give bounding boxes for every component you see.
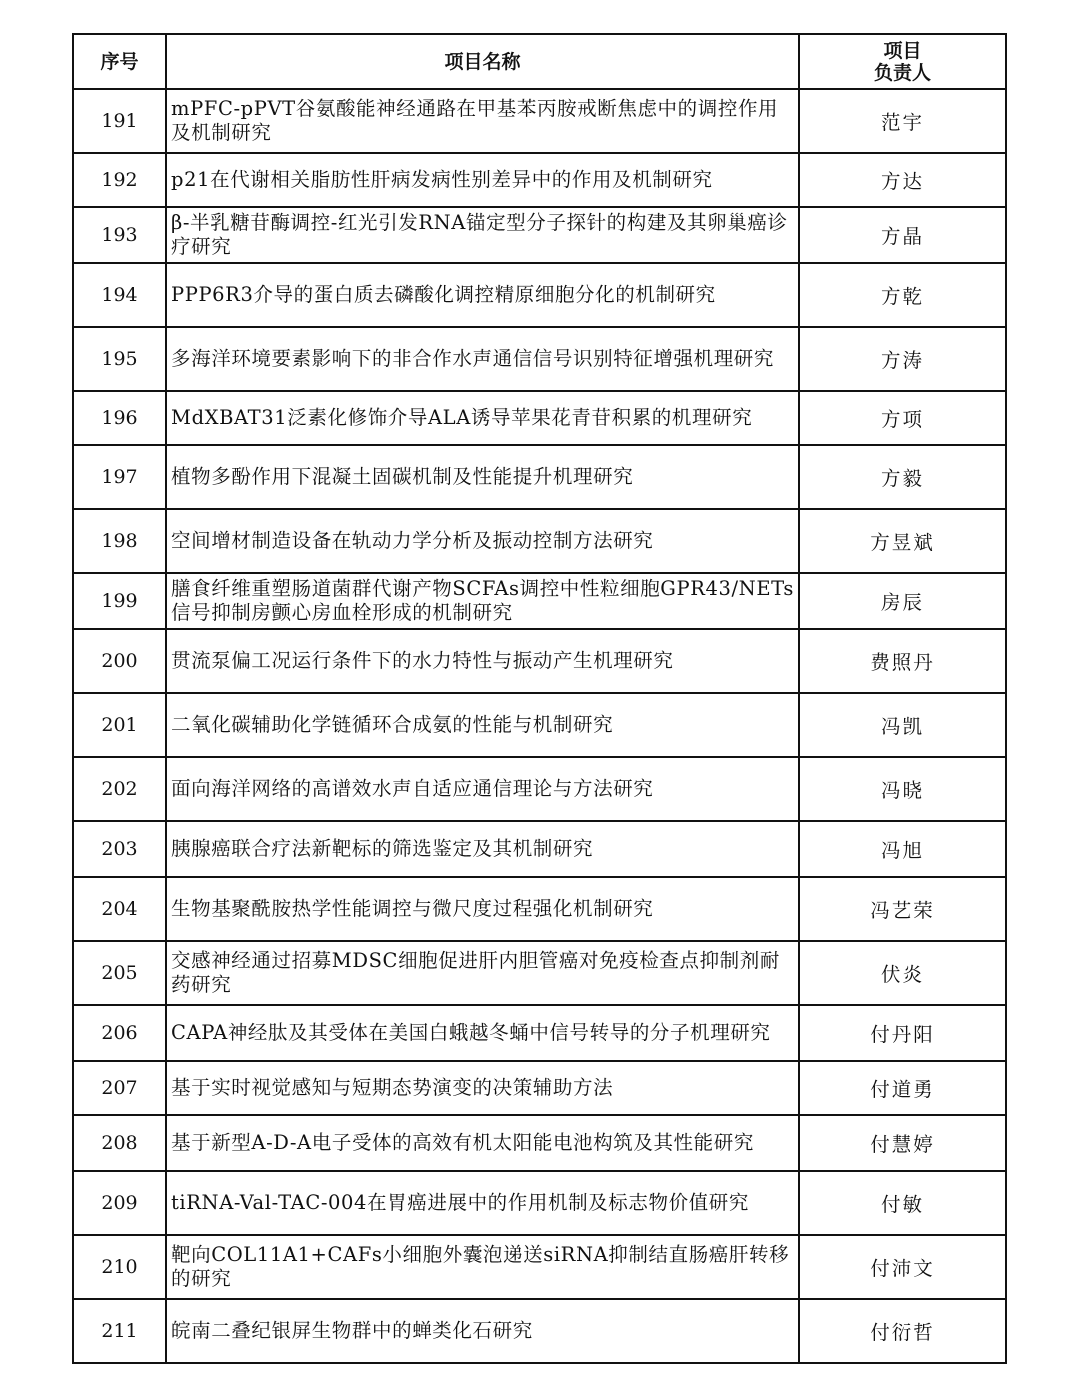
row-project-name: p21在代谢相关脂肪性肝病发病性别差异中的作用及机制研究 bbox=[166, 153, 799, 207]
row-project-lead: 费照丹 bbox=[799, 629, 1006, 693]
row-project-lead: 方毅 bbox=[799, 445, 1006, 509]
row-project-lead: 方项 bbox=[799, 391, 1006, 445]
row-serial-number: 197 bbox=[73, 445, 166, 509]
table-row bbox=[73, 509, 1006, 573]
row-project-lead: 范宇 bbox=[799, 89, 1006, 153]
row-serial-number: 199 bbox=[73, 573, 166, 629]
row-project-lead: 伏炎 bbox=[799, 941, 1006, 1005]
row-project-name: 胰腺癌联合疗法新靶标的筛选鉴定及其机制研究 bbox=[166, 821, 799, 877]
table-row bbox=[73, 573, 1006, 629]
row-project-name: 植物多酚作用下混凝土固碳机制及性能提升机理研究 bbox=[166, 445, 799, 509]
row-serial-number: 195 bbox=[73, 327, 166, 391]
row-project-name: 面向海洋网络的高谱效水声自适应通信理论与方法研究 bbox=[166, 757, 799, 821]
row-serial-number: 203 bbox=[73, 821, 166, 877]
table-row bbox=[73, 693, 1006, 757]
row-project-lead: 付衍哲 bbox=[799, 1299, 1006, 1363]
row-serial-number: 205 bbox=[73, 941, 166, 1005]
row-project-lead: 付敏 bbox=[799, 1171, 1006, 1235]
header-row bbox=[73, 34, 1006, 89]
row-serial-number: 207 bbox=[73, 1061, 166, 1115]
row-project-lead: 方达 bbox=[799, 153, 1006, 207]
row-serial-number: 191 bbox=[73, 89, 166, 153]
row-project-name: β-半乳糖苷酶调控-红光引发RNA锚定型分子探针的构建及其卵巢癌诊疗研究 bbox=[166, 207, 799, 263]
row-project-lead: 房辰 bbox=[799, 573, 1006, 629]
row-project-lead: 方涛 bbox=[799, 327, 1006, 391]
row-project-lead: 付丹阳 bbox=[799, 1005, 1006, 1061]
row-serial-number: 202 bbox=[73, 757, 166, 821]
row-serial-number: 206 bbox=[73, 1005, 166, 1061]
table-row bbox=[73, 89, 1006, 153]
row-project-name: 皖南二叠纪银屏生物群中的蝉类化石研究 bbox=[166, 1299, 799, 1363]
table-row bbox=[73, 1299, 1006, 1363]
row-serial-number: 201 bbox=[73, 693, 166, 757]
table-row bbox=[73, 263, 1006, 327]
header-serial-number: 序号 bbox=[73, 34, 166, 89]
table-row bbox=[73, 941, 1006, 1005]
row-project-lead: 付沛文 bbox=[799, 1235, 1006, 1299]
header-project-lead-line2: 负责人 bbox=[873, 61, 931, 84]
row-serial-number: 194 bbox=[73, 263, 166, 327]
row-serial-number: 209 bbox=[73, 1171, 166, 1235]
row-project-name: 空间增材制造设备在轨动力学分析及振动控制方法研究 bbox=[166, 509, 799, 573]
table-row bbox=[73, 1115, 1006, 1171]
row-project-name: 基于实时视觉感知与短期态势演变的决策辅助方法 bbox=[166, 1061, 799, 1115]
row-project-lead: 方乾 bbox=[799, 263, 1006, 327]
table-row bbox=[73, 821, 1006, 877]
row-project-lead: 冯艺荣 bbox=[799, 877, 1006, 941]
row-project-name: CAPA神经肽及其受体在美国白蛾越冬蛹中信号转导的分子机理研究 bbox=[166, 1005, 799, 1061]
row-project-name: 靶向COL11A1+CAFs小细胞外囊泡递送siRNA抑制结直肠癌肝转移的研究 bbox=[166, 1235, 799, 1299]
header-project-name: 项目名称 bbox=[166, 34, 799, 89]
row-project-name: MdXBAT31泛素化修饰介导ALA诱导苹果花青苷积累的机理研究 bbox=[166, 391, 799, 445]
table-row bbox=[73, 877, 1006, 941]
row-serial-number: 204 bbox=[73, 877, 166, 941]
table-row bbox=[73, 391, 1006, 445]
table-row bbox=[73, 1235, 1006, 1299]
row-serial-number: 208 bbox=[73, 1115, 166, 1171]
row-serial-number: 210 bbox=[73, 1235, 166, 1299]
row-project-lead: 方昱斌 bbox=[799, 509, 1006, 573]
row-serial-number: 198 bbox=[73, 509, 166, 573]
row-project-name: 贯流泵偏工况运行条件下的水力特性与振动产生机理研究 bbox=[166, 629, 799, 693]
table-row bbox=[73, 629, 1006, 693]
row-project-lead: 方晶 bbox=[799, 207, 1006, 263]
row-serial-number: 196 bbox=[73, 391, 166, 445]
header-project-lead bbox=[799, 34, 1006, 89]
table-row bbox=[73, 445, 1006, 509]
table-row bbox=[73, 1061, 1006, 1115]
row-project-name: 二氧化碳辅助化学链循环合成氨的性能与机制研究 bbox=[166, 693, 799, 757]
table-row bbox=[73, 1171, 1006, 1235]
row-project-name: mPFC-pPVT谷氨酸能神经通路在甲基苯丙胺戒断焦虑中的调控作用及机制研究 bbox=[166, 89, 799, 153]
table-row bbox=[73, 327, 1006, 391]
row-project-name: 膳食纤维重塑肠道菌群代谢产物SCFAs调控中性粒细胞GPR43/NETs信号抑制房颤心房血栓形成的机制研究 bbox=[166, 573, 799, 629]
row-project-name: 生物基聚酰胺热学性能调控与微尺度过程强化机制研究 bbox=[166, 877, 799, 941]
row-project-lead: 付慧婷 bbox=[799, 1115, 1006, 1171]
row-project-name: PPP6R3介导的蛋白质去磷酸化调控精原细胞分化的机制研究 bbox=[166, 263, 799, 327]
row-project-lead: 冯旭 bbox=[799, 821, 1006, 877]
row-project-lead: 付道勇 bbox=[799, 1061, 1006, 1115]
table-row bbox=[73, 153, 1006, 207]
row-project-name: 多海洋环境要素影响下的非合作水声通信信号识别特征增强机理研究 bbox=[166, 327, 799, 391]
row-serial-number: 192 bbox=[73, 153, 166, 207]
table-row bbox=[73, 207, 1006, 263]
table-row bbox=[73, 757, 1006, 821]
row-serial-number: 211 bbox=[73, 1299, 166, 1363]
header-project-lead-line1: 项目 bbox=[883, 39, 922, 62]
row-project-name: 交感神经通过招募MDSC细胞促进肝内胆管癌对免疫检查点抑制剂耐药研究 bbox=[166, 941, 799, 1005]
table-row bbox=[73, 1005, 1006, 1061]
row-project-name: tiRNA-Val-TAC-004在胃癌进展中的作用机制及标志物价值研究 bbox=[166, 1171, 799, 1235]
row-serial-number: 200 bbox=[73, 629, 166, 693]
row-serial-number: 193 bbox=[73, 207, 166, 263]
row-project-name: 基于新型A-D-A电子受体的高效有机太阳能电池构筑及其性能研究 bbox=[166, 1115, 799, 1171]
row-project-lead: 冯晓 bbox=[799, 757, 1006, 821]
row-project-lead: 冯凯 bbox=[799, 693, 1006, 757]
project-table bbox=[72, 33, 1007, 1364]
